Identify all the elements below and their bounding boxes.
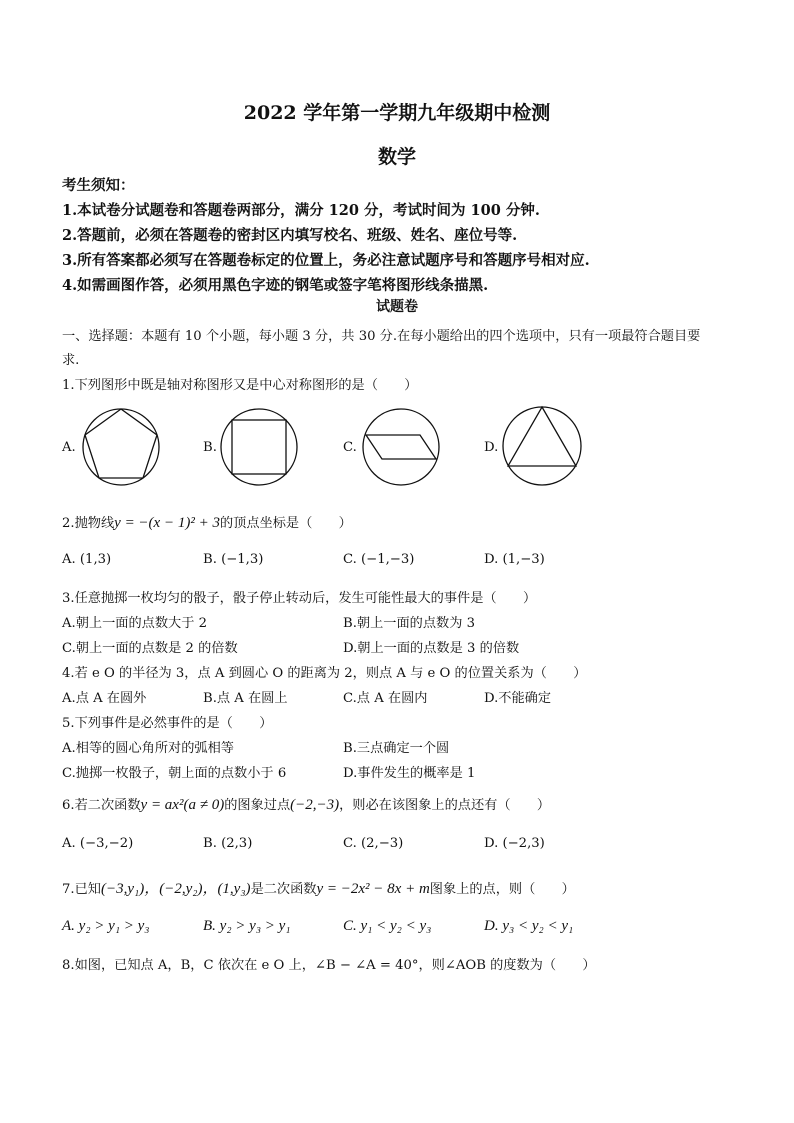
notice-item-4: 4.如需画图作答，必须用黑色字迹的钢笔或签字笔将图形线条描黑. (62, 277, 489, 294)
q1-label-d: D. (484, 440, 499, 455)
q7-option-b: B. y₂ > y₃ > y₁ (203, 918, 291, 934)
q4-stem: 4.若 e O 的半径为 3，点 A 到圆心 O 的距离为 2，则点 A 与 e O 的位置关系为（ ） (62, 666, 587, 681)
q6-stem-post: ，则必在该图象上的点还有（ ） (339, 798, 551, 813)
q7-option-d: D. y₃ < y₂ < y₁ (484, 918, 574, 934)
q5-option-a: A.相等的圆心角所对的弧相等 (62, 741, 234, 756)
q3-stem: 3.任意抛掷一枚均匀的骰子，骰子停止转动后，发生可能性最大的事件是（ ） (62, 591, 537, 606)
q3-option-d: D.朝上一面的点数是 3 的倍数 (343, 641, 520, 656)
q4-option-c: C.点 A 在圆内 (343, 691, 428, 706)
q4-option-a: A.点 A 在圆外 (62, 691, 147, 706)
q7-stem-mid: 是二次函数 (250, 882, 317, 897)
q6-option-c: C. (2,−3) (343, 836, 404, 851)
q2-option-a: A. (1,3) (62, 552, 112, 567)
q2-stem-post: 的顶点坐标是（ ） (219, 516, 352, 531)
q6-stem-pre: 6.若二次函数 (62, 798, 141, 813)
exam-subject: 数学 (377, 146, 416, 168)
q7-option-c: C. y₁ < y₂ < y₃ (343, 918, 432, 934)
q1-label-b: B. (203, 440, 217, 455)
q2-option-c: C. (−1,−3) (343, 552, 415, 567)
q2-option-d: D. (1,−3) (484, 552, 545, 567)
q3-option-b: B.朝上一面的点数为 3 (343, 616, 475, 631)
q1-label-c: C. (343, 440, 357, 455)
q4-option-d: D.不能确定 (484, 691, 552, 706)
q7-stem (62, 877, 575, 898)
q2-option-b: B. (−1,3) (203, 552, 264, 567)
q7-option-a: A. y₂ > y₁ > y₃ (62, 918, 150, 934)
q6-stem-math: y = ax²(a ≠ 0) (140, 797, 225, 813)
q4-option-b: B.点 A 在圆上 (203, 691, 288, 706)
q5-option-b: B.三点确定一个圆 (343, 741, 450, 756)
q2-stem (62, 512, 352, 532)
q1-label-a: A. (62, 440, 76, 455)
notice-item-1: 1.本试卷分试题卷和答题卷两部分，满分 120 分，考试时间为 100 分钟. (62, 202, 540, 219)
q2-stem-pre: 2.抛物线 (62, 516, 115, 531)
q6-option-d: D. (−2,3) (484, 836, 545, 851)
part1-instructions-line2: 求. (62, 353, 80, 368)
q7-stem-pre: 7.已知 (62, 882, 101, 897)
q1-stem: 1.下列图形中既是轴对称图形又是中心对称图形的是（ ） (62, 378, 418, 393)
notice-item-3: 3.所有答案都必须写在答题卷标定的位置上，务必注意试题序号和答题序号相对应. (62, 252, 590, 269)
q6-option-a: A. (−3,−2) (62, 836, 134, 851)
q7-stem-function: y = −2x² − 8x + m (316, 881, 430, 897)
q1-figure-b-square-in-circle (218, 406, 300, 488)
exam-title: 2022 学年第一学期九年级期中检测 (243, 102, 551, 124)
q2-stem-math: y = −(x − 1)² + 3 (114, 515, 220, 531)
q5-option-d: D.事件发生的概率是 1 (343, 766, 476, 781)
q1-figure-d-triangle-in-circle (500, 404, 584, 488)
q3-option-c: C.朝上一面的点数是 2 的倍数 (62, 641, 238, 656)
q6-stem-point: (−2,−3) (290, 797, 340, 813)
notice-item-2: 2.答题前，必须在答题卷的密封区内填写校名、班级、姓名、座位号等. (62, 227, 518, 244)
part1-instructions-line1: 一、选择题：本题有 10 个小题，每小题 3 分，共 30 分.在每小题给出的四个选项中，只有一项最符合题目要 (62, 329, 701, 344)
q7-stem-points: (−3,y₁)，(−2,y₂)，(1,y₃) (100, 881, 251, 897)
q7-stem-post: 图象上的点，则（ ） (429, 882, 575, 897)
notice-heading: 考生须知： (62, 177, 135, 194)
q1-figure-c-parallelogram-in-circle (360, 406, 442, 488)
q3-option-a: A.朝上一面的点数大于 2 (62, 616, 207, 631)
q5-stem: 5.下列事件是必然事件的是（ ） (62, 716, 273, 731)
q6-option-b: B. (2,3) (203, 836, 253, 851)
q6-stem (62, 794, 550, 814)
q6-stem-mid: 的图象过点 (224, 798, 291, 813)
q8-stem: 8.如图，已知点 A，B，C 依次在 e O 上，∠B − ∠A = 40°，则∠AOB 的度数为（ ） (62, 958, 596, 973)
section-title: 试题卷 (376, 299, 418, 315)
q5-option-c: C.抛掷一枚骰子，朝上面的点数小于 6 (62, 766, 287, 781)
q1-figure-a-pentagon-in-circle (80, 406, 162, 488)
